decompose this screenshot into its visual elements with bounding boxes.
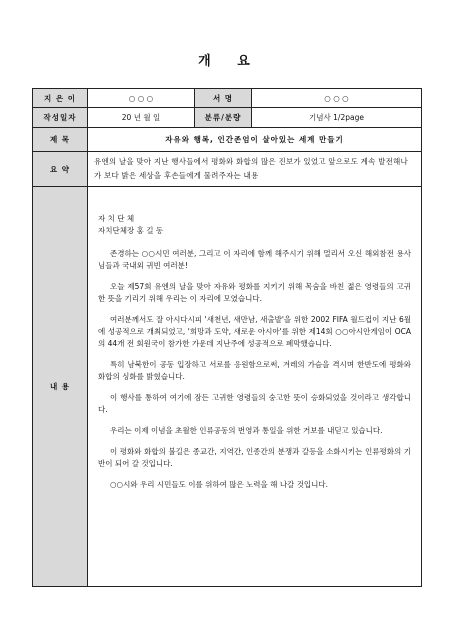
author-label: 지 은 이	[33, 89, 88, 108]
summary-label: 요 약	[33, 152, 88, 187]
paragraph-3: 여러분께서도 잘 아시다시피 '새천년, 새만남, 새출발'을 위한 2002 FIFA 월드컵이 지난 6월에 성공적으로 개최되었고, '희망과 도약, 새로운 아시아'를 위한 제14회 ○○아시안게임이 OCA의 44개 전 회원국이 참가한 가운데 지난주에 성공적으로 폐막했습니다.	[98, 315, 411, 348]
paragraph-6: 우리는 이제 이념을 초월한 인류공동의 번영과 통일을 위한 거보를 내딛고 있습니다.	[110, 426, 383, 435]
document-title: 개 요	[198, 54, 252, 69]
author-value: ○ ○ ○	[88, 89, 195, 108]
date-value: 20 년 월 일	[88, 108, 195, 128]
subject-value: 자유와 행복, 인간존엄이 살아있는 세계 만들기	[88, 128, 422, 152]
summary-form-table	[32, 88, 422, 587]
signature-value: ○ ○ ○	[252, 89, 422, 108]
content-body	[88, 187, 422, 587]
paragraph-5: 이 행사를 통하여 여기에 잠든 고귀한 영령들의 숭고한 뜻이 승화되었을 것이라고 생각합니다.	[98, 393, 411, 414]
paragraph-2: 오늘 제57회 유엔의 날을 맞아 자유와 평화를 지키기 위해 목숨을 바친 젊은 영령들의 고귀한 뜻을 기리기 위해 우리는 이 자리에 모였습니다.	[98, 282, 411, 303]
content-label: 내 용	[33, 187, 88, 587]
category-value: 기념사 1/2page	[252, 108, 422, 128]
paragraph-8: ○○시와 우리 시민들도 이를 위하여 많은 노력을 해 나갈 것입니다.	[110, 480, 329, 489]
speaker-name: 자치단체장 홍 길 동	[98, 226, 164, 235]
date-label: 작성일자	[33, 108, 88, 128]
subject-label: 제 목	[33, 128, 88, 152]
paragraph-4: 특히 남북한이 공동 입장하고 서로를 응원함으로써, 겨레의 가슴을 격시며 한반도에 평화와 화합의 싱화를 밝혔습니다.	[98, 360, 411, 381]
paragraph-1: 존경하는 ○○시민 여러분, 그리고 이 자리에 함께 해주시기 위해 멀리서 오신 해외참전 용사님들과 국내외 귀빈 여러분!	[98, 249, 411, 270]
summary-value: 유엔의 날을 맞아 지난 행사들에서 평화와 화합의 많은 진보가 있었고 앞으로도 계속 발전해나가 보다 밝은 세상을 후손들에게 물려주자는 내용	[88, 152, 422, 187]
category-label: 분류/분량	[195, 108, 252, 128]
organization-name: 자 치 단 체	[98, 214, 135, 223]
paragraph-7: 이 평화와 화합의 불길은 종교간, 지역간, 인종간의 분쟁과 갈등을 소화시키는 인류평화의 기반이 되어 갈 것입니다.	[98, 447, 411, 468]
signature-label: 서 명	[195, 89, 252, 108]
